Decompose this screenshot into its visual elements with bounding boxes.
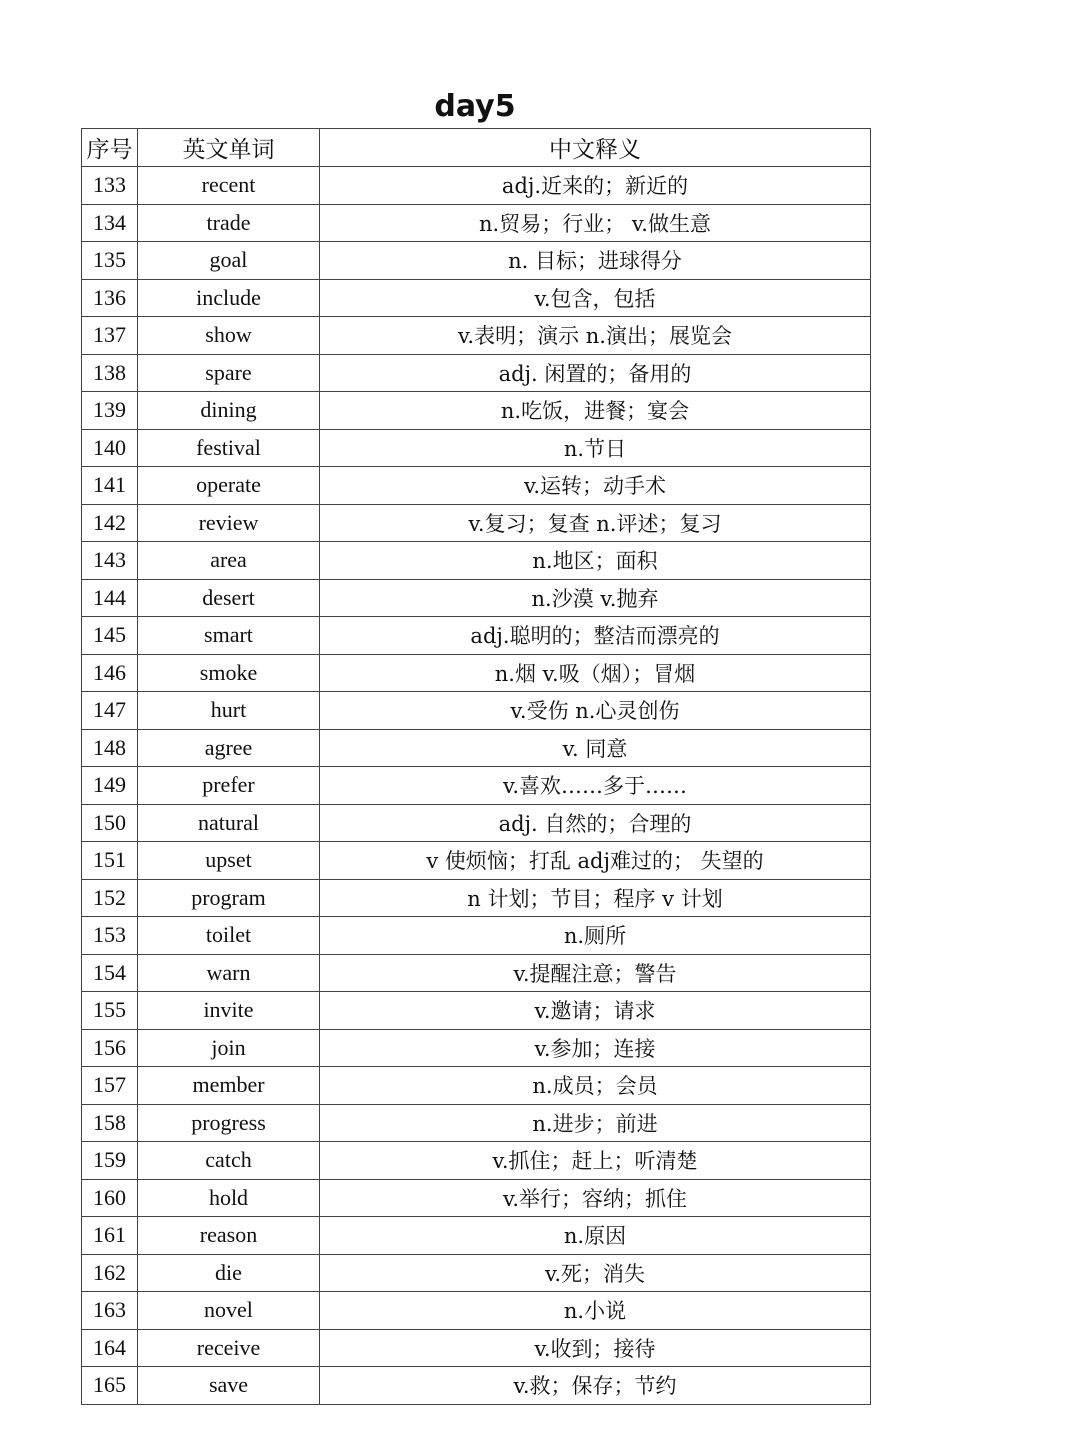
table-row (82, 1067, 871, 1105)
table-row (82, 504, 871, 542)
row-word: include (138, 279, 320, 317)
table-row (82, 1329, 871, 1367)
row-word: progress (138, 1104, 320, 1142)
row-word: prefer (138, 767, 320, 805)
row-word: die (138, 1254, 320, 1292)
table-row (82, 467, 871, 505)
row-number: 155 (82, 992, 138, 1030)
row-number: 136 (82, 279, 138, 317)
table-row (82, 692, 871, 730)
row-definition: v.运转；动手术 (320, 467, 871, 505)
row-word: hold (138, 1179, 320, 1217)
table-row (82, 204, 871, 242)
table-row (82, 954, 871, 992)
row-word: smoke (138, 654, 320, 692)
table-row (82, 1292, 871, 1330)
row-word: show (138, 317, 320, 355)
row-number: 133 (82, 167, 138, 205)
table-row (82, 917, 871, 955)
table-row (82, 579, 871, 617)
row-definition: v.表明；演示 n.演出；展览会 (320, 317, 871, 355)
row-word: natural (138, 804, 320, 842)
row-number: 147 (82, 692, 138, 730)
row-definition: v.抓住；赶上；听清楚 (320, 1142, 871, 1180)
row-definition: adj. 自然的；合理的 (320, 804, 871, 842)
row-definition: n.厕所 (320, 917, 871, 955)
row-number: 144 (82, 579, 138, 617)
row-definition: n.吃饭，进餐；宴会 (320, 392, 871, 430)
header-word: 英文单词 (138, 129, 320, 167)
row-word: agree (138, 729, 320, 767)
row-definition: v.复习；复查 n.评述；复习 (320, 504, 871, 542)
row-word: member (138, 1067, 320, 1105)
row-number: 160 (82, 1179, 138, 1217)
table-row (82, 1367, 871, 1405)
row-number: 141 (82, 467, 138, 505)
row-definition: adj.近来的；新近的 (320, 167, 871, 205)
row-number: 138 (82, 354, 138, 392)
table-row (82, 879, 871, 917)
row-definition: v.喜欢……多于…… (320, 767, 871, 805)
row-number: 152 (82, 879, 138, 917)
table-body (82, 167, 871, 1405)
table-row (82, 804, 871, 842)
row-word: reason (138, 1217, 320, 1255)
row-word: spare (138, 354, 320, 392)
row-definition: n 计划；节目；程序 v 计划 (320, 879, 871, 917)
row-word: operate (138, 467, 320, 505)
row-word: area (138, 542, 320, 580)
row-definition: v.举行；容纳；抓住 (320, 1179, 871, 1217)
row-word: trade (138, 204, 320, 242)
table-row (82, 1179, 871, 1217)
table-row (82, 617, 871, 655)
row-word: desert (138, 579, 320, 617)
row-word: invite (138, 992, 320, 1030)
row-word: dining (138, 392, 320, 430)
row-number: 158 (82, 1104, 138, 1142)
row-word: warn (138, 954, 320, 992)
row-number: 134 (82, 204, 138, 242)
row-number: 137 (82, 317, 138, 355)
table-row (82, 1254, 871, 1292)
row-definition: n.小说 (320, 1292, 871, 1330)
header-number: 序号 (82, 129, 138, 167)
row-definition: v.救；保存；节约 (320, 1367, 871, 1405)
table-row (82, 1104, 871, 1142)
table-row (82, 992, 871, 1030)
row-number: 150 (82, 804, 138, 842)
row-number: 161 (82, 1217, 138, 1255)
row-number: 163 (82, 1292, 138, 1330)
table-row (82, 767, 871, 805)
page-title: day5 (434, 89, 516, 124)
table-row (82, 842, 871, 880)
row-number: 162 (82, 1254, 138, 1292)
row-number: 157 (82, 1067, 138, 1105)
row-number: 135 (82, 242, 138, 280)
row-definition: n.沙漠 v.抛弃 (320, 579, 871, 617)
row-definition: v.死；消失 (320, 1254, 871, 1292)
row-word: smart (138, 617, 320, 655)
row-word: goal (138, 242, 320, 280)
row-definition: v.邀请；请求 (320, 992, 871, 1030)
row-definition: v.收到；接待 (320, 1329, 871, 1367)
row-word: toilet (138, 917, 320, 955)
row-number: 143 (82, 542, 138, 580)
row-definition: v.受伤 n.心灵创伤 (320, 692, 871, 730)
row-word: join (138, 1029, 320, 1067)
row-number: 156 (82, 1029, 138, 1067)
row-definition: v.提醒注意；警告 (320, 954, 871, 992)
row-number: 164 (82, 1329, 138, 1367)
row-word: upset (138, 842, 320, 880)
row-word: hurt (138, 692, 320, 730)
table-header-row (82, 129, 871, 167)
row-definition: n.原因 (320, 1217, 871, 1255)
table-row (82, 654, 871, 692)
header-definition: 中文释义 (320, 129, 871, 167)
table-row (82, 279, 871, 317)
row-number: 159 (82, 1142, 138, 1180)
row-word: novel (138, 1292, 320, 1330)
row-definition: adj.聪明的；整洁而漂亮的 (320, 617, 871, 655)
row-number: 139 (82, 392, 138, 430)
row-definition: n.贸易；行业； v.做生意 (320, 204, 871, 242)
table-row (82, 167, 871, 205)
table-row (82, 1217, 871, 1255)
row-definition: v.参加；连接 (320, 1029, 871, 1067)
table-row (82, 429, 871, 467)
table-row (82, 1029, 871, 1067)
table-row (82, 242, 871, 280)
row-word: program (138, 879, 320, 917)
row-number: 153 (82, 917, 138, 955)
row-definition: n.进步；前进 (320, 1104, 871, 1142)
row-number: 140 (82, 429, 138, 467)
table-row (82, 392, 871, 430)
row-word: receive (138, 1329, 320, 1367)
row-number: 146 (82, 654, 138, 692)
row-definition: n. 目标；进球得分 (320, 242, 871, 280)
row-definition: n.烟 v.吸（烟）；冒烟 (320, 654, 871, 692)
row-word: festival (138, 429, 320, 467)
row-definition: n.地区；面积 (320, 542, 871, 580)
row-definition: v.包含，包括 (320, 279, 871, 317)
vocabulary-table (81, 128, 871, 1405)
row-number: 165 (82, 1367, 138, 1405)
table-row (82, 542, 871, 580)
row-number: 151 (82, 842, 138, 880)
table-row (82, 1142, 871, 1180)
row-number: 148 (82, 729, 138, 767)
row-word: save (138, 1367, 320, 1405)
table-row (82, 729, 871, 767)
row-word: review (138, 504, 320, 542)
row-word: recent (138, 167, 320, 205)
row-number: 149 (82, 767, 138, 805)
row-definition: n.成员；会员 (320, 1067, 871, 1105)
row-definition: n.节日 (320, 429, 871, 467)
row-definition: v. 同意 (320, 729, 871, 767)
row-number: 142 (82, 504, 138, 542)
table-row (82, 317, 871, 355)
row-word: catch (138, 1142, 320, 1180)
table-row (82, 354, 871, 392)
row-definition: v 使烦恼；打乱 adj难过的； 失望的 (320, 842, 871, 880)
row-definition: adj. 闲置的；备用的 (320, 354, 871, 392)
row-number: 154 (82, 954, 138, 992)
row-number: 145 (82, 617, 138, 655)
